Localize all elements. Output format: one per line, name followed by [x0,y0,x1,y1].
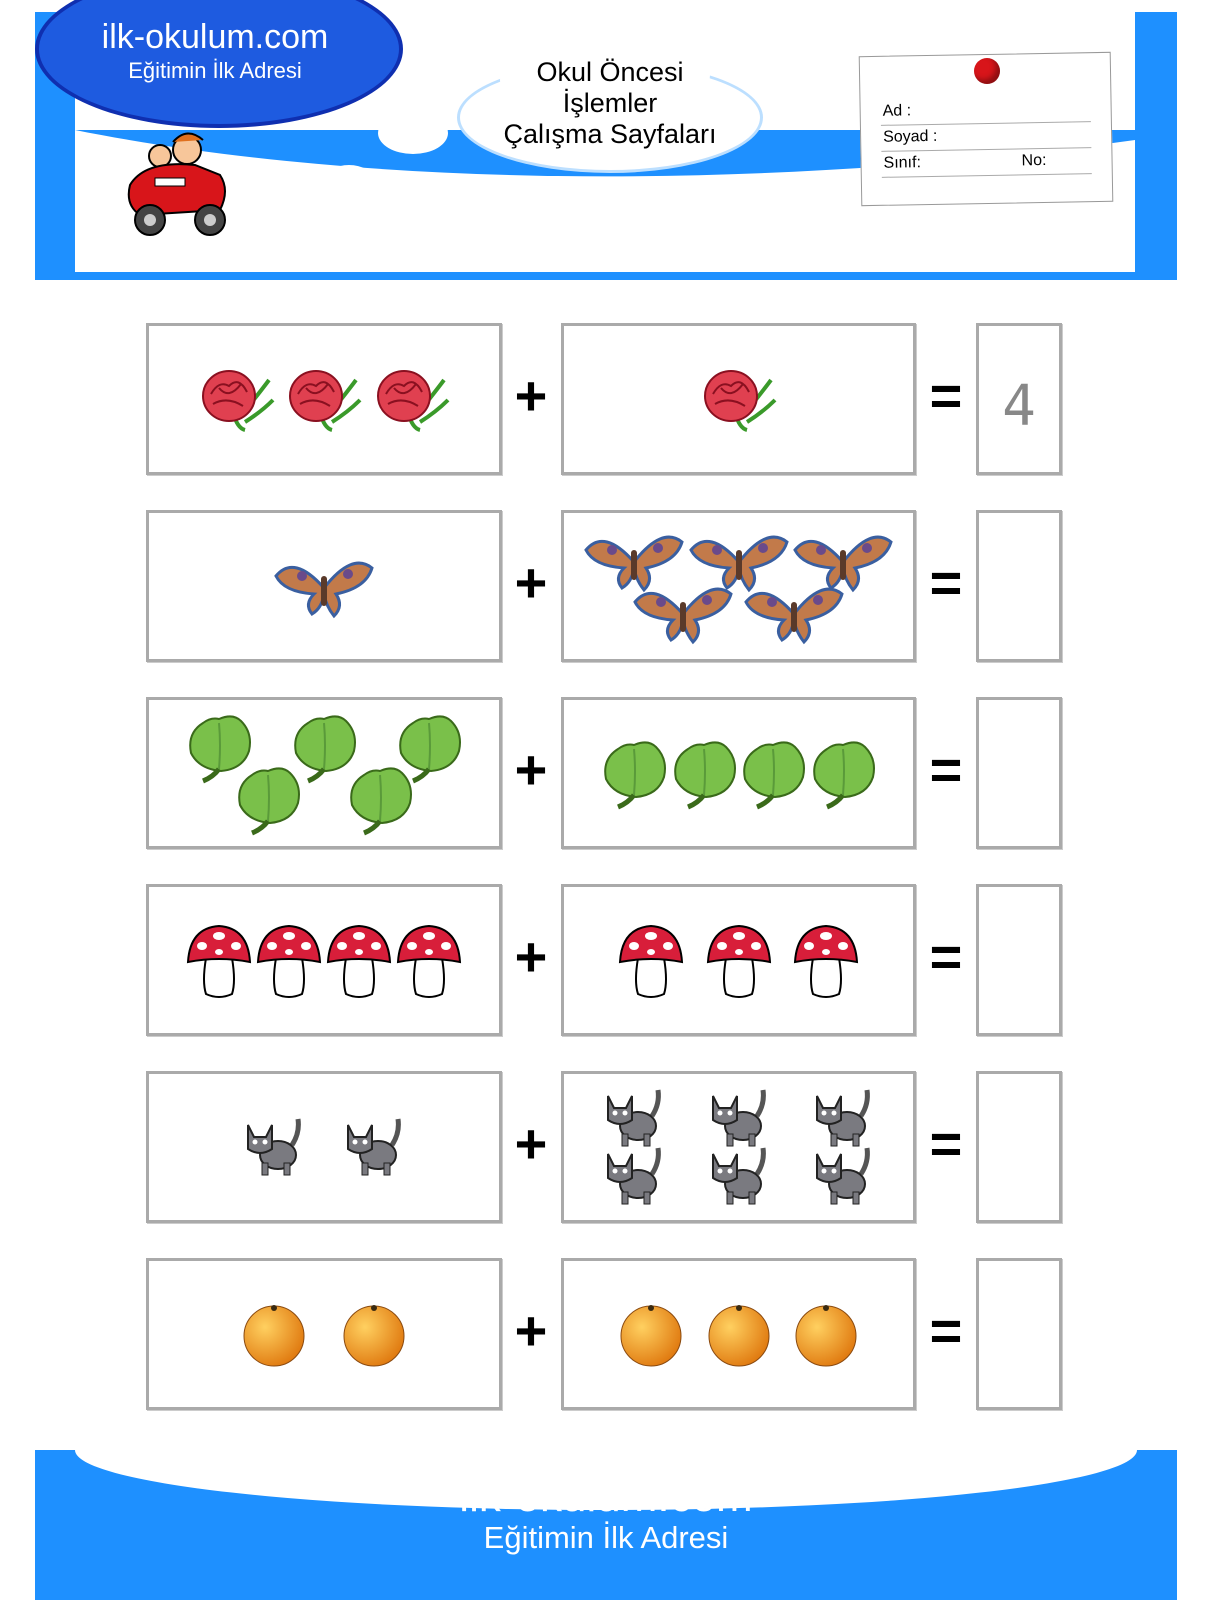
no-label: No: [1021,151,1047,170]
right-addend-box [561,697,916,849]
left-addend-box [146,323,502,475]
mushroom-icon [706,922,772,1003]
leaf-icon [807,737,879,814]
plus-sign: + [514,551,548,614]
thought-bubble-1 [378,112,448,154]
orange-icon [241,1301,307,1372]
butterfly-icon [744,580,844,649]
equals-sign: = [929,925,963,988]
answer-box[interactable] [976,323,1062,475]
mushroom-icon [396,922,462,1003]
plus-sign: + [514,925,548,988]
leaf-icon [737,737,809,814]
title-line-3: Çalışma Sayfaları [503,119,717,149]
soyad-label: Soyad : [882,127,938,146]
flower-icon [286,366,362,437]
orange-icon [793,1301,859,1372]
mushroom-icon [326,922,392,1003]
answer-box[interactable] [976,1071,1062,1223]
logo-title: ilk-okulum.com [101,18,329,56]
left-addend-box [146,1071,502,1223]
left-addend-box [146,697,502,849]
right-addend-box [561,1258,916,1410]
sinif-line [882,173,1092,178]
plus-sign: + [514,738,548,801]
orange-icon [341,1301,407,1372]
mushroom-icon [256,922,322,1003]
logo-subtitle: Eğitimin İlk Adresi [128,58,302,83]
leaf-icon [232,763,304,840]
leaf-icon [344,763,416,840]
title-line-1: Okul Öncesi [536,57,684,87]
right-addend-box [561,510,916,662]
worksheet-title [470,57,750,150]
mushroom-icon [618,922,684,1003]
ad-line [881,121,1091,126]
cat-icon [811,1144,875,1213]
answer-text: 4 [1002,374,1036,439]
cat-icon [342,1115,406,1184]
leaf-icon [668,737,740,814]
left-addend-box [146,510,502,662]
ad-label: Ad : [882,102,912,120]
orange-icon [618,1301,684,1372]
cat-icon [602,1144,666,1213]
soyad-line [881,147,1091,152]
equals-sign: = [929,364,963,427]
right-addend-box [561,323,916,475]
answer-box[interactable] [976,884,1062,1036]
plus-sign: + [514,364,548,427]
orange-icon [706,1301,772,1372]
mushroom-icon [186,922,252,1003]
mushroom-icon [793,922,859,1003]
flower-icon [199,366,275,437]
equals-sign: = [929,1112,963,1175]
leaf-icon [598,737,670,814]
plus-sign: + [514,1112,548,1175]
butterfly-icon [274,554,374,623]
equals-sign: = [929,738,963,801]
footer-subtitle: Eğitimin İlk Adresi [483,1520,729,1555]
cat-icon [707,1144,771,1213]
equals-sign: = [929,551,963,614]
flower-icon [701,366,777,437]
left-addend-box [146,884,502,1036]
sinif-label: Sınıf: [883,154,922,172]
right-addend-box [561,1071,916,1223]
butterfly-icon [633,580,733,649]
cat-icon [242,1115,306,1184]
footer-title: ilk-okulum.com [459,1472,753,1521]
car-driver-illustration [125,130,355,250]
answer-box[interactable] [976,697,1062,849]
flower-icon [374,366,450,437]
title-line-2: İşlemler [562,88,658,118]
push-pin-icon [974,58,1000,84]
right-addend-box [561,884,916,1036]
left-addend-box [146,1258,502,1410]
answer-box[interactable] [976,1258,1062,1410]
equals-sign: = [929,1299,963,1362]
answer-box[interactable] [976,510,1062,662]
plus-sign: + [514,1299,548,1362]
